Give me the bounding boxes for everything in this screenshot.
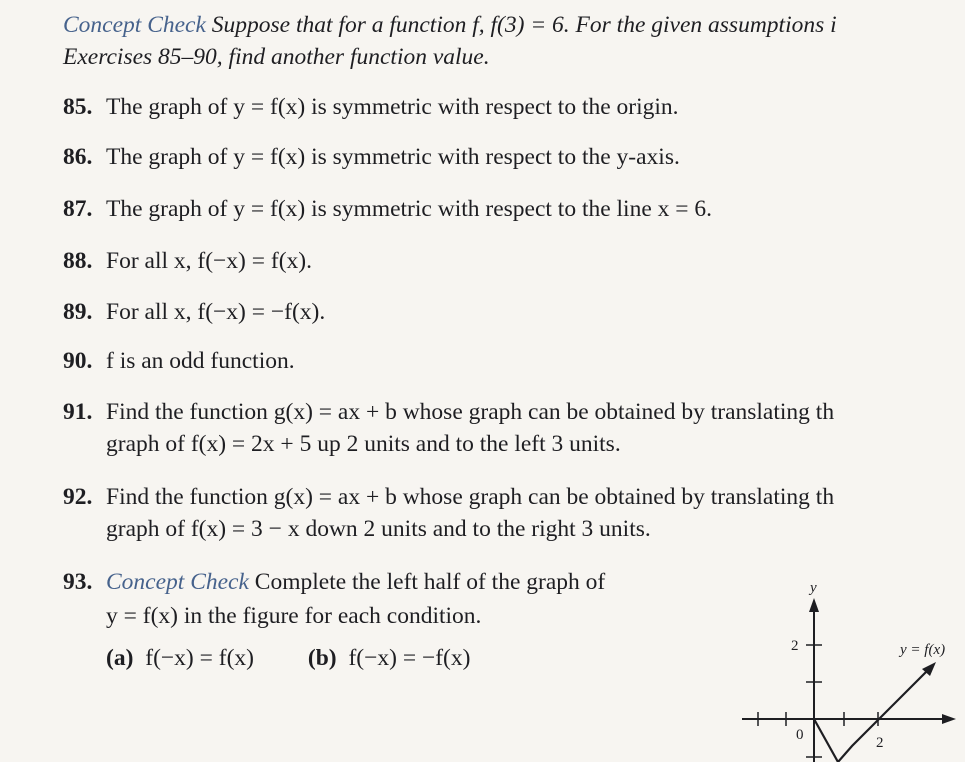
y-axis-label: y	[810, 580, 817, 596]
exercise-text: The graph of y = f(x) is symmetric with respect to the y-axis.	[106, 144, 680, 170]
exercise-number: 86.	[63, 144, 93, 170]
exercise-text-line-1: Find the function g(x) = ax + b whose graph can be obtained by translating th	[106, 399, 835, 425]
exercise-text: For all x, f(−x) = −f(x).	[106, 299, 326, 325]
exercise-number: 87.	[63, 196, 93, 222]
exercise-text-line-2: graph of f(x) = 3 − x down 2 units and to the right 3 units.	[106, 516, 651, 542]
y-axis-arrow	[809, 598, 819, 612]
y-tick-label: 2	[791, 638, 799, 654]
exercise-text-line-1: Find the function g(x) = ax + b whose graph can be obtained by translating th	[106, 484, 835, 510]
exercise-text: For all x, f(−x) = f(x).	[106, 248, 312, 274]
exercise-number: 92.	[63, 484, 93, 510]
x-axis-arrow	[942, 714, 956, 724]
exercise-number: 90.	[63, 348, 93, 374]
part-b-condition: f(−x) = −f(x)	[348, 645, 471, 671]
exercise-text-line-2: graph of f(x) = 2x + 5 up 2 units and to the left 3 units.	[106, 431, 621, 457]
concept-check-label: Concept Check	[63, 12, 206, 38]
exercise-text-line-1	[106, 567, 605, 597]
exercise-number: 85.	[63, 94, 93, 120]
intro-line-1	[63, 10, 837, 40]
exercise-text: The graph of y = f(x) is symmetric with respect to the origin.	[106, 94, 679, 120]
part-b-label: (b)	[307, 645, 337, 671]
exercise-93-text: Complete the left half of the graph of	[254, 569, 606, 595]
exercise-text: f is an odd function.	[106, 348, 295, 374]
intro-text: Suppose that for a function f, f(3) = 6. For the given assumptions i	[211, 12, 837, 38]
exercise-number: 88.	[63, 248, 93, 274]
part-a-condition: f(−x) = f(x)	[145, 645, 254, 671]
exercise-number: 93.	[63, 569, 93, 595]
origin-label: 0	[796, 727, 804, 743]
concept-check-label: Concept Check	[106, 569, 249, 595]
function-curve	[814, 670, 928, 762]
exercise-number: 91.	[63, 399, 93, 425]
curve-label: y = f(x)	[900, 642, 946, 658]
intro-line-2: Exercises 85–90, find another function value.	[63, 44, 490, 70]
function-graph	[730, 572, 965, 762]
exercise-93-parts	[106, 643, 470, 673]
exercise-text: The graph of y = f(x) is symmetric with respect to the line x = 6.	[106, 196, 713, 222]
x-tick-label: 2	[876, 735, 884, 751]
exercise-text-line-2: y = f(x) in the figure for each condition.	[106, 603, 482, 629]
exercise-number: 89.	[63, 299, 93, 325]
part-a-label: (a)	[106, 645, 134, 671]
